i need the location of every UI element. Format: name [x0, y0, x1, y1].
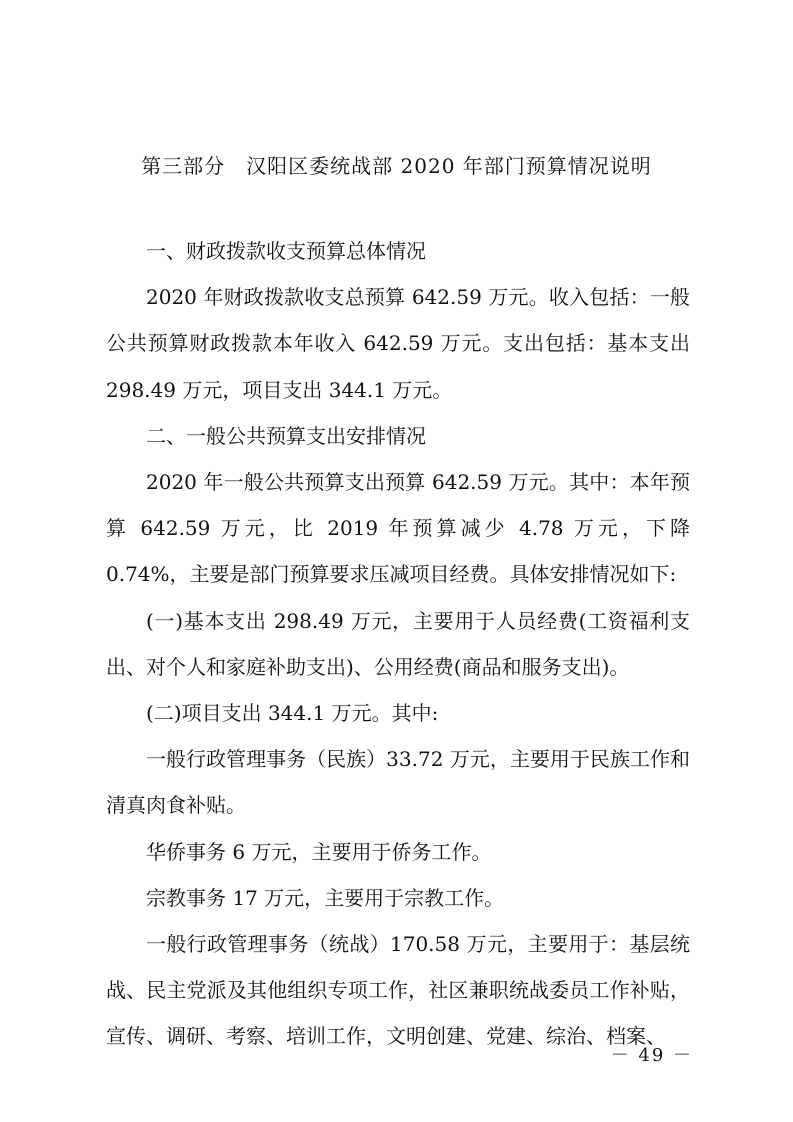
page-title: 第三部分 汉阳区委统战部 2020 年部门预算情况说明: [141, 154, 652, 178]
paragraph-overseas-chinese: 华侨事务 6 万元，主要用于侨务工作。: [146, 839, 492, 864]
paragraph-religious-affairs: 宗教事务 17 万元，主要用于宗教工作。: [146, 885, 505, 910]
paragraph-ethnic-affairs: 一般行政管理事务（民族）33.72 万元，主要用于民族工作和清真肉食补贴。: [106, 747, 690, 818]
paragraph-project-expenditure: (二)项目支出 344.1 万元。其中:: [146, 701, 439, 726]
paragraph-united-front-affairs: 一般行政管理事务（统战）170.58 万元，主要用于：基层统战、民主党派及其他组织专项工作，社区兼职统战委员工作补贴，宣传、调研、考察、培训工作，文明创建、党建、综治、档案、: [106, 932, 690, 1049]
paragraph-budget-overview: 2020 年财政拨款收支总预算 642.59 万元。收入包括：一般公共预算财政拨款本年收入 642.59 万元。支出包括：基本支出 298.49 万元，项目支出 344.1 万元。: [106, 285, 690, 402]
page-number: － 49 －: [610, 1045, 693, 1066]
paragraph-basic-expenditure: (一)基本支出 298.49 万元，主要用于人员经费(工资福利支出、对个人和家庭补助支出)、公用经费(商品和服务支出)。: [106, 608, 690, 679]
document-body: [106, 228, 690, 1060]
paragraph-expenditure-summary: 2020 年一般公共预算支出预算 642.59 万元。其中：本年预算 642.59 万元，比 2019 年预算减少 4.78 万元，下降 0.74%，主要是部门预算要求压减项目经费。具体安排情况如下:: [106, 470, 690, 587]
section-heading-2: 二、一般公共预算支出安排情况: [146, 423, 426, 448]
section-heading-1: 一、财政拨款收支预算总体情况: [146, 239, 426, 263]
